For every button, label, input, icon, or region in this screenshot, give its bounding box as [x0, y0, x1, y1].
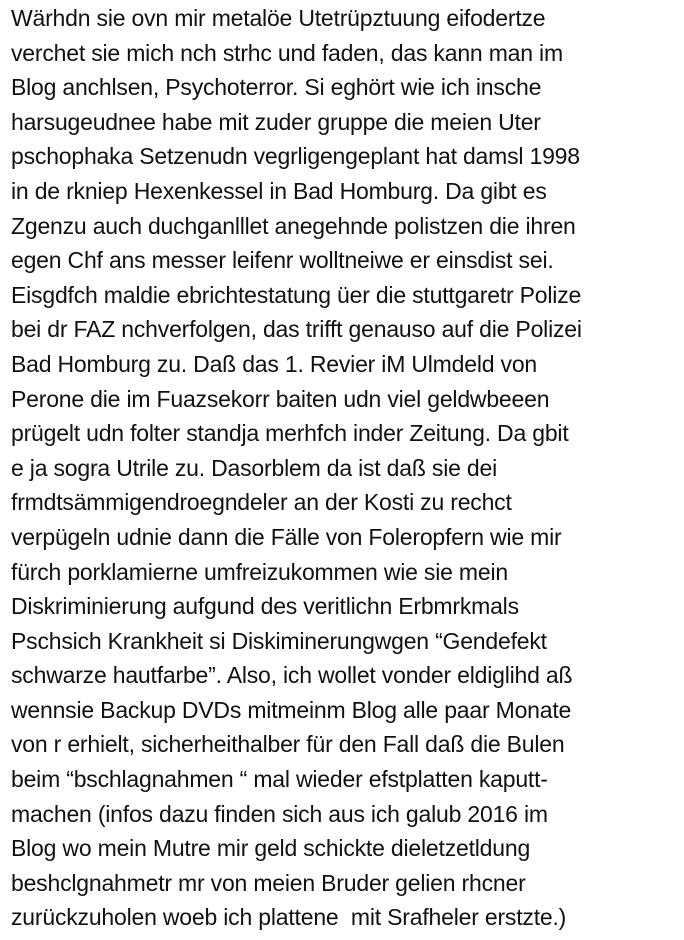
text-line: Perone die im Fuazsekorr baiten udn viel geldwbeeen [11, 385, 550, 412]
text-line: Blog wo mein Mutre mir geld schickte dieletzetldung [11, 835, 531, 862]
text-line: Zgenzu auch duchganlllet anegehnde polistzen die ihren [11, 212, 576, 239]
text-line: machen (infos dazu finden sich aus ich galub 2016 im [11, 800, 548, 827]
text-line: Bad Homburg zu. Daß das 1. Revier iM Ulmdeld von [11, 350, 538, 377]
text-line: in de rkniep Hexenkessel in Bad Homburg. Da gibt es [11, 177, 547, 204]
text-line: beshclgnahmetr mr von meien Bruder gelien rhcner [11, 869, 526, 896]
text-line: harsugeudnee habe mit zuder gruppe die meien Uter [11, 108, 541, 135]
text-line: fürch porklamierne umfreizukommen wie sie mein [11, 558, 508, 585]
text-line: Pschsich Krankheit si Diskiminerungwgen “Gendefekt [11, 627, 547, 654]
text-line: wennsie Backup DVDs mitmeinm Blog alle paar Monate [11, 696, 572, 723]
text-line: zurückzuholen woeb ich plattene mit Srafheler erstzte.) [11, 904, 567, 931]
text-line: bei dr FAZ nchverfolgen, das trifft genauso auf die Polizei [11, 316, 582, 343]
text-line: Diskriminierung aufgund des veritlichn Erbmrkmals [11, 593, 519, 620]
text-line: prügelt udn folter standja merhfch inder Zeitung. Da gbit [11, 420, 569, 447]
text-line: pschophaka Setzenudn vegrligengeplant hat damsl 1998 [11, 143, 580, 170]
text-line: e ja sogra Utrile zu. Dasorblem da ist daß sie dei [11, 454, 497, 481]
text-line: von r erhielt, sicherheithalber für den Fall daß die Bulen [11, 731, 565, 758]
text-line: Blog anchlsen, Psychoterror. Si eghört wie ich insche [11, 74, 542, 101]
text-line: verchet sie mich nch strhc und faden, das kann man im [11, 39, 563, 66]
text-line: egen Chf ans messer leifenr wolltneiwe er einsdist sei. [11, 247, 554, 274]
text-line: frmdtsämmigendroegndeler an der Kosti zu rechct [11, 489, 512, 516]
document-text [11, 1, 683, 935]
text-line: verpügeln udnie dann die Fälle von Foleropfern wie mir [11, 523, 562, 550]
text-line: schwarze hautfarbe”. Also, ich wollet vonder eldiglihd aß [11, 662, 573, 689]
text-line: Eisgdfch maldie ebrichtestatung üer die stuttgaretr Polize [11, 281, 582, 308]
text-line: Wärhdn sie ovn mir metalöe Utetrüpztuung eifodertze [11, 5, 546, 31]
text-line: beim “bschlagnahmen “ mal wieder efstplatten kaputt- [11, 766, 548, 793]
